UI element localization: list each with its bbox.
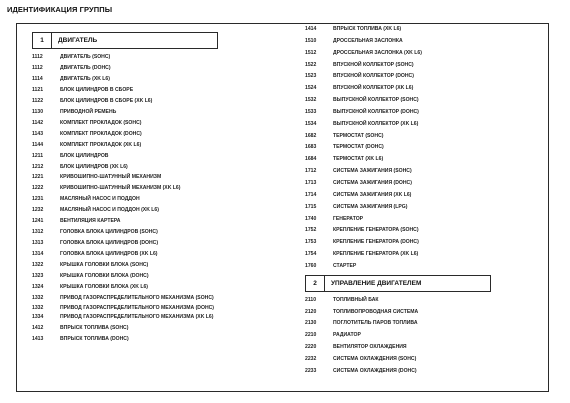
- group-name: ПОГЛОТИТЕЛЬ ПАРОВ ТОПЛИВА: [333, 320, 418, 327]
- group-code: 1322: [32, 262, 44, 269]
- list-item: [32, 295, 282, 301]
- list-item: [305, 50, 545, 56]
- group-name: ВЕНТИЛЯЦИЯ КАРТЕРА: [60, 218, 121, 225]
- group-name: КРЕПЛЕНИЕ ГЕНЕРАТОРА (XK L6): [333, 251, 419, 258]
- list-item: [305, 168, 545, 174]
- list-item: [305, 144, 545, 150]
- group-name: КРИВОШИПНО-ШАТУННЫЙ МЕХАНИЗМ: [60, 174, 162, 181]
- group-code: 1211: [32, 152, 44, 159]
- group-code: 1143: [32, 130, 44, 137]
- list-item: [32, 218, 282, 224]
- group-name: ВПУСКНОЙ КОЛЛЕКТОР (DOHC): [333, 73, 414, 80]
- list-item: [305, 227, 545, 233]
- group-name: МАСЛЯНЫЙ НАСОС И ПОДДОН (XK L6): [60, 207, 159, 214]
- group-code: 2120: [305, 308, 317, 315]
- group-code: 2110: [305, 296, 317, 303]
- list-item: [32, 109, 282, 115]
- list-item: [32, 142, 282, 148]
- group-code: 1121: [32, 86, 44, 93]
- group-name: МАСЛЯНЫЙ НАСОС И ПОДДОН: [60, 196, 140, 203]
- group-code: 1114: [32, 75, 43, 82]
- group-name: СТАРТЕР: [333, 262, 357, 269]
- group-name: ГОЛОВКА БЛОКА ЦИЛИНДРОВ (XK L6): [60, 251, 158, 258]
- group-name: СИСТЕМА ОХЛАЖДЕНИЯ (DOHC): [333, 367, 417, 374]
- group-name: СИСТЕМА ЗАЖИГАНИЯ (DOHC): [333, 179, 412, 186]
- group-name: ПРИВОД ГАЗОРАСПРЕДЕЛИТЕЛЬНОГО МЕХАНИЗМА (SOHC): [60, 294, 214, 301]
- list-item: [305, 239, 545, 245]
- group-code: 1312: [32, 229, 44, 236]
- group-code: 1754: [305, 251, 317, 258]
- list-item: [32, 325, 282, 331]
- list-item: [305, 73, 545, 79]
- group-name: КОМПЛЕКТ ПРОКЛАДОК (SOHC): [60, 119, 142, 126]
- group-name: ВЫПУСКНОЙ КОЛЛЕКТОР (SOHC): [333, 97, 419, 104]
- list-item: [32, 65, 282, 71]
- group-name: ГОЛОВКА БЛОКА ЦИЛИНДРОВ (DOHC): [60, 240, 159, 247]
- list-item: [32, 273, 282, 279]
- group-name: КОМПЛЕКТ ПРОКЛАДОК (DOHC): [60, 130, 142, 137]
- group-name: ГЕНЕРАТОР: [333, 215, 364, 222]
- group-name: БЛОК ЦИЛИНДРОВ: [60, 152, 109, 159]
- group-code: 1713: [305, 179, 317, 186]
- group-code: 2130: [305, 320, 317, 327]
- group-code: 1313: [32, 240, 44, 247]
- group-name: ВПРЫСК ТОПЛИВА (SOHC): [60, 325, 129, 332]
- section-header-1: [32, 32, 282, 49]
- group-code: 1532: [305, 97, 317, 104]
- list-item: [305, 26, 545, 32]
- group-code: 1232: [32, 207, 44, 214]
- group-code: 1682: [305, 132, 317, 139]
- group-code: 1684: [305, 156, 317, 163]
- group-code: 1130: [32, 108, 44, 115]
- group-name: СИСТЕМА ЗАЖИГАНИЯ (XK L6): [333, 191, 412, 198]
- group-code: 1740: [305, 215, 317, 222]
- group-name: РАДИАТОР: [333, 332, 361, 339]
- section-2-list: [305, 297, 545, 374]
- group-name: ДВИГАТЕЛЬ (SOHC): [60, 54, 111, 60]
- list-item: [305, 216, 545, 222]
- list-item: [305, 97, 545, 103]
- group-name: СИСТЕМА ОХЛАЖДЕНИЯ (SOHC): [333, 355, 417, 362]
- group-name: СИСТЕМА ЗАЖИГАНИЯ (LPG): [333, 203, 408, 210]
- group-name: ПРИВОД ГАЗОРАСПРЕДЕЛИТЕЛЬНОГО МЕХАНИЗМА (XK L6): [60, 314, 214, 321]
- group-code: 1414: [305, 26, 317, 32]
- list-item: [305, 309, 545, 315]
- section-1-continuation-list: [305, 26, 545, 269]
- group-name: ВЕНТИЛЯТОР ОХЛАЖДЕНИЯ: [333, 344, 407, 351]
- group-code: 1683: [305, 144, 317, 151]
- group-code: 1714: [305, 191, 317, 198]
- group-code: 1324: [32, 284, 44, 291]
- group-name: КРЫШКА ГОЛОВКИ БЛОКА (SOHC): [60, 262, 149, 269]
- group-name: ТОПЛИВОПРОВОДНАЯ СИСТЕМА: [333, 308, 419, 315]
- section-title: ДВИГАТЕЛЬ: [52, 32, 218, 49]
- list-item: [305, 85, 545, 91]
- group-code: 1412: [32, 325, 44, 332]
- group-code: 1510: [305, 37, 317, 44]
- list-item: [32, 336, 282, 342]
- section-header-2: [305, 275, 545, 292]
- group-name: ВПРЫСК ТОПЛИВА (XK L6): [333, 26, 402, 32]
- group-code: 1413: [32, 336, 44, 343]
- group-code: 1753: [305, 239, 317, 246]
- group-code: 2232: [305, 355, 317, 362]
- group-code: 1512: [305, 49, 317, 56]
- list-item: [305, 204, 545, 210]
- group-name: ДРОССЕЛЬНАЯ ЗАСЛОНКА (XK L6): [333, 49, 422, 56]
- group-name: ТОПЛИВНЫЙ БАК: [333, 296, 379, 303]
- group-name: ДРОССЕЛЬНАЯ ЗАСЛОНКА: [333, 37, 403, 44]
- group-code: 1752: [305, 227, 317, 234]
- group-code: 1524: [305, 85, 317, 92]
- list-item: [32, 174, 282, 180]
- section-title: УПРАВЛЕНИЕ ДВИГАТЕЛЕМ: [325, 275, 491, 292]
- list-item: [32, 76, 282, 82]
- group-code: 1112: [32, 54, 43, 60]
- group-code: 1323: [32, 273, 44, 280]
- section-1-list: [32, 54, 282, 343]
- list-item: [32, 120, 282, 126]
- list-item: [305, 156, 545, 162]
- group-name: ВПУСКНОЙ КОЛЛЕКТОР (SOHC): [333, 61, 414, 68]
- group-name: КОМПЛЕКТ ПРОКЛАДОК (XK L6): [60, 141, 142, 148]
- group-name: ТЕРМОСТАТ (DOHC): [333, 144, 384, 151]
- list-item: [305, 356, 545, 362]
- list-item: [32, 153, 282, 159]
- list-item: [32, 164, 282, 170]
- group-code: 1712: [305, 168, 317, 175]
- list-item: [305, 368, 545, 374]
- group-code: 1334: [32, 314, 44, 321]
- group-code: 1314: [32, 251, 44, 258]
- group-code: 1221: [32, 174, 44, 181]
- group-code: 1231: [32, 196, 44, 203]
- group-name: ТЕРМОСТАТ (XK L6): [333, 156, 384, 163]
- page-title: ИДЕНТИФИКАЦИЯ ГРУППЫ: [7, 5, 113, 14]
- list-item: [305, 332, 545, 338]
- group-name: ДВИГАТЕЛЬ (XK L6): [60, 75, 110, 82]
- list-item: [32, 240, 282, 246]
- list-item: [32, 284, 282, 290]
- list-item: [305, 192, 545, 198]
- list-item: [32, 98, 282, 104]
- group-name: ВПРЫСК ТОПЛИВА (DOHC): [60, 336, 129, 343]
- list-item: [32, 87, 282, 93]
- group-code: 1122: [32, 97, 44, 104]
- group-code: 1142: [32, 119, 44, 126]
- group-code: 1534: [305, 120, 317, 127]
- group-code: 1332: [32, 294, 44, 301]
- group-code: 1715: [305, 203, 317, 210]
- group-name: БЛОК ЦИЛИНДРОВ (XK L6): [60, 163, 128, 170]
- section-2: [305, 275, 545, 374]
- group-code: 1222: [32, 185, 44, 192]
- section-number: 1: [32, 32, 52, 49]
- list-item: [305, 263, 545, 269]
- list-item: [305, 133, 545, 139]
- list-item: [305, 180, 545, 186]
- group-name: БЛОК ЦИЛИНДРОВ В СБОРЕ: [60, 86, 134, 93]
- list-item: [32, 131, 282, 137]
- left-column: [32, 32, 282, 347]
- group-name: ПРИВОДНОЙ РЕМЕНЬ: [60, 108, 117, 115]
- group-name: КРЫШКА ГОЛОВКИ БЛОКА (DOHC): [60, 273, 149, 280]
- list-item: [305, 62, 545, 68]
- group-name: ТЕРМОСТАТ (SOHC): [333, 132, 384, 139]
- right-column: [305, 26, 545, 380]
- group-name: КРИВОШИПНО-ШАТУННЫЙ МЕХАНИЗМ (XK L6): [60, 185, 181, 192]
- list-item: [32, 185, 282, 191]
- group-code: 1760: [305, 262, 317, 269]
- group-name: БЛОК ЦИЛИНДРОВ В СБОРЕ (XK L6): [60, 97, 153, 104]
- group-code: 1522: [305, 61, 317, 68]
- group-name: КРЕПЛЕНИЕ ГЕНЕРАТОРА (SOHC): [333, 227, 419, 234]
- list-item: [32, 262, 282, 268]
- list-item: [305, 297, 545, 303]
- group-name: ВЫПУСКНОЙ КОЛЛЕКТОР (DOHC): [333, 108, 419, 115]
- group-code: 1144: [32, 141, 44, 148]
- list-item: [32, 207, 282, 213]
- group-code: 1241: [32, 218, 44, 225]
- group-code: 2233: [305, 367, 317, 374]
- list-item: [305, 109, 545, 115]
- group-name: КРЕПЛЕНИЕ ГЕНЕРАТОРА (DOHC): [333, 239, 419, 246]
- list-item: [32, 229, 282, 235]
- list-item: [32, 251, 282, 257]
- list-item: [305, 320, 545, 326]
- group-name: ПРИВОД ГАЗОРАСПРЕДЕЛИТЕЛЬНОГО МЕХАНИЗМА (DOHC): [60, 304, 214, 311]
- list-item: [32, 196, 282, 202]
- group-code: 1112: [32, 64, 43, 71]
- list-item: [305, 121, 545, 127]
- group-code: 1212: [32, 163, 44, 170]
- group-name: ВПУСКНОЙ КОЛЛЕКТОР (XK L6): [333, 85, 414, 92]
- list-item: [32, 305, 282, 311]
- list-item: [305, 344, 545, 350]
- group-code: 2220: [305, 344, 317, 351]
- group-name: СИСТЕМА ЗАЖИГАНИЯ (SOHC): [333, 168, 412, 175]
- group-code: 1332: [32, 304, 44, 311]
- group-name: ВЫПУСКНОЙ КОЛЛЕКТОР (XK L6): [333, 120, 419, 127]
- list-item: [305, 38, 545, 44]
- group-name: КРЫШКА ГОЛОВКИ БЛОКА (XK L6): [60, 284, 148, 291]
- list-item: [32, 314, 282, 320]
- group-code: 2210: [305, 332, 317, 339]
- list-item: [305, 251, 545, 257]
- group-name: ГОЛОВКА БЛОКА ЦИЛИНДРОВ (SOHC): [60, 229, 158, 236]
- section-number: 2: [305, 275, 325, 292]
- group-name: ДВИГАТЕЛЬ (DOHC): [60, 64, 111, 71]
- group-code: 1523: [305, 73, 317, 80]
- list-item: [32, 54, 282, 60]
- group-code: 1533: [305, 108, 317, 115]
